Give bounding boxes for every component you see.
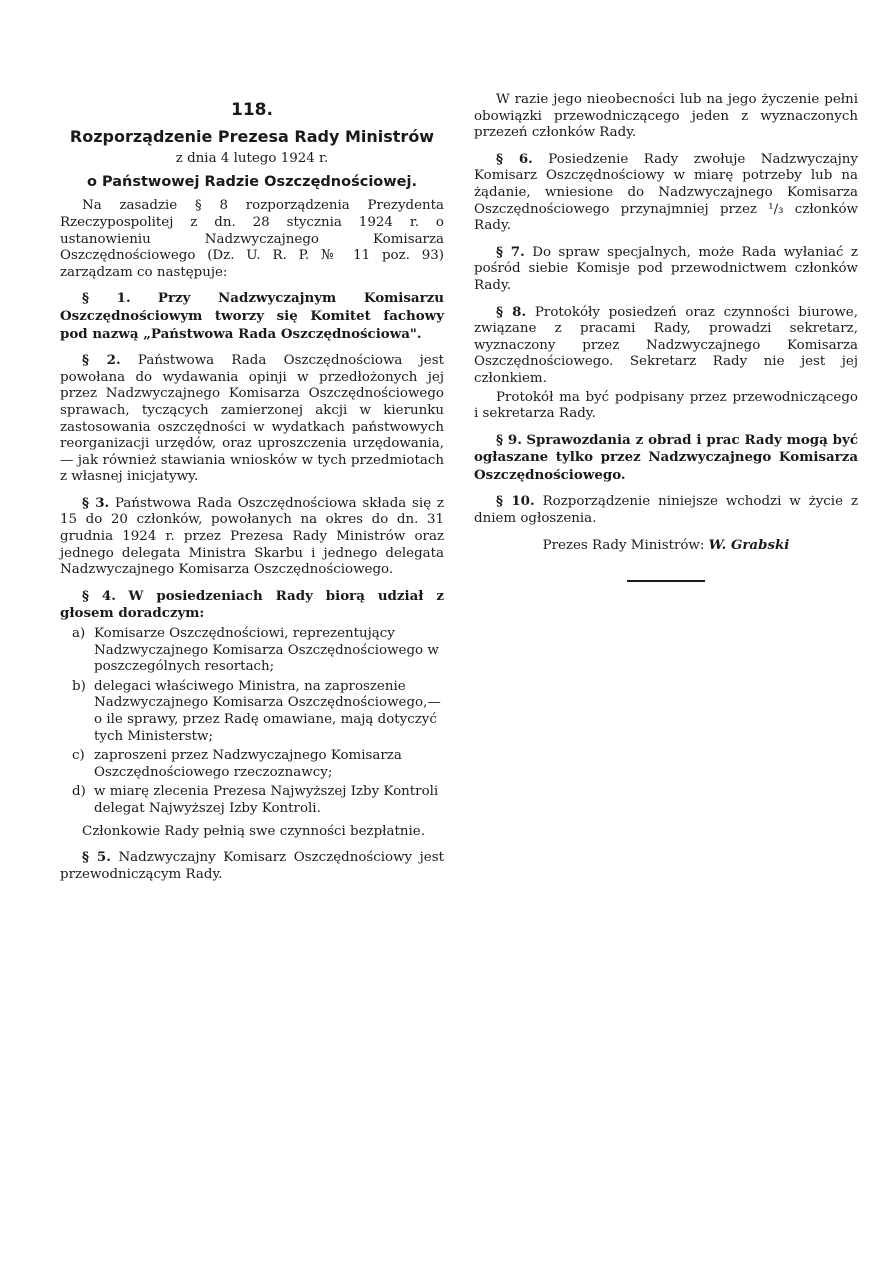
list-item: [72, 748, 444, 781]
list-item-mark: a): [72, 626, 86, 642]
document-title: Rozporządzenie Prezesa Rady Ministrów: [69, 126, 435, 146]
section-3: [60, 495, 444, 579]
section-3-mark: § 3.: [82, 494, 110, 511]
list-item: [72, 784, 444, 817]
section-3-text: Państwowa Rada Oszczędnościowa składa się z 15 do 20 członków, powołanych na okres do dn. 31 grudnia 1924 r. przez Prezesa Rady Ministrów oraz jednego delegata Ministra Skarbu i jednego delegata Nadzwyczajnego Komisarza Oszczędnościowego.: [60, 495, 444, 578]
preamble: Na zasadzie § 8 rozporządzenia Prezydenta Rzeczypospolitej z dn. 28 stycznia 1924 r. o ustanowieniu Nadzwyczajnego Komisarza Oszczędnościowego (Dz. U. R. P. № 11 poz. 93) zarządzam co następuje:: [60, 198, 444, 280]
document-subject: o Państwowej Radzie Oszczędnościowej.: [87, 173, 417, 190]
document-date: z dnia 4 lutego 1924 r.: [175, 151, 329, 167]
section-2: [60, 352, 444, 486]
section-8-mark: § 8.: [496, 303, 527, 320]
list-item-text: Komisarze Oszczędnościowi, reprezentujący Nadzwyczajnego Komisarza Oszczędnościowego w poszczególnych resortach;: [94, 626, 439, 675]
section-9: [474, 432, 858, 485]
signature-name: W. Grabski: [708, 536, 790, 553]
document-number: 118.: [231, 100, 273, 120]
section-9-mark: § 9.: [496, 431, 522, 448]
section-6-mark: § 6.: [496, 150, 533, 167]
section-10-text: Rozporządzenie niniejsze wchodzi w życie z dniem ogłoszenia.: [474, 494, 858, 527]
section-10-mark: § 10.: [496, 493, 535, 510]
section-7-text: Do spraw specjalnych, może Rada wyłaniać z pośród siebie Komisje pod przewodnictwem członków Rady.: [474, 244, 858, 293]
signature-label: Prezes Rady Ministrów:: [542, 537, 705, 553]
section-2-text: Państwowa Rada Oszczędnościowa jest powołana do wydawania opinji w przedłożonych jej przez Nadzwyczajnego Komisarza Oszczędnościowego sprawach, tyczących zamierzonej akcji w kierunku zastosowania oszczędności w wydatkach państwowych reorganizacji urzędów, oraz uproszczenia urzędowania, — jak również stawiania wniosków w tych przedmiotach z własnej inicjatywy.: [60, 353, 444, 485]
section-8: [474, 304, 858, 388]
section-10: [474, 493, 858, 527]
section-1: [60, 290, 444, 343]
section-7: [474, 244, 858, 295]
section-2-mark: § 2.: [82, 352, 121, 369]
list-item-text: zaproszeni przez Nadzwyczajnego Komisarza Oszczędnościowego rzeczoznawcy;: [94, 748, 402, 780]
section-8-text: Protokóły posiedzeń oraz czynności biurowe, związane z pracami Rady, prowadzi sekretarz, wyznaczony przez Nadzwyczajnego Komisarza Oszczędnościowego. Sekretarz Rady nie jest jej członkiem.: [474, 304, 858, 386]
section-5: [60, 849, 444, 883]
left-column: [60, 92, 444, 892]
section-5-text: Nadzwyczajny Komisarz Oszczędnościowy jest przewodniczącym Rady.: [60, 850, 444, 882]
section-5-mark: § 5.: [82, 849, 111, 866]
section-6-text: Posiedzenie Rady zwołuje Nadzwyczajny Komisarz Oszczędnościowy w miarę potrzeby lub na żądanie, wniesione do Nadzwyczajnego Komisarza Oszczędnościowego przynajmniej przez ¹/₃ członków Rady.: [474, 151, 858, 234]
list-item-text: w miarę zlecenia Prezesa Najwyższej Izby Kontroli delegat Najwyższej Izby Kontroli.: [94, 784, 439, 816]
closing-rule: [627, 580, 705, 582]
list-item-text: delegaci właściwego Ministra, na zaproszenie Nadzwyczajnego Komisarza Oszczędnościowego,—o ile sprawy, przez Radę omawiane, mają dotyczyć tych Ministerstw;: [94, 678, 441, 744]
section-8-continuation: Protokół ma być podpisany przez przewodniczącego i sekretarza Rady.: [474, 389, 858, 422]
list-item: [72, 678, 444, 745]
right-column: [474, 92, 858, 582]
list-item-mark: d): [72, 784, 86, 800]
section-7-mark: § 7.: [496, 243, 525, 260]
section-4-closing: Członkowie Rady pełnią swe czynności bezpłatnie.: [82, 823, 425, 839]
section-5-continuation: W razie jego nieobecności lub na jego życzenie pełni obowiązki przewodniczącego jeden z wyznaczonych przezeń członków Rady.: [474, 92, 858, 141]
list-item-mark: b): [72, 678, 86, 694]
section-4-mark: § 4.: [82, 587, 116, 604]
list-item: [72, 626, 444, 676]
section-1-text: Przy Nadzwyczajnym Komisarzu Oszczędnościowym tworzy się Komitet fachowy pod nazwą „Państwowa Rada Oszczędnościowa".: [60, 290, 444, 342]
section-4-list: [60, 626, 444, 818]
section-4-text: W posiedzeniach Rady biorą udział z głosem doradczym:: [60, 587, 444, 622]
section-4: [60, 588, 444, 623]
section-6: [474, 151, 858, 235]
section-9-text: Sprawozdania z obrad i prac Rady mogą być ogłaszane tylko przez Nadzwyczajnego Komisarza Oszczędnościowego.: [474, 431, 858, 483]
signature: [474, 537, 858, 555]
section-1-mark: § 1.: [82, 290, 131, 307]
list-item-mark: c): [72, 748, 85, 764]
